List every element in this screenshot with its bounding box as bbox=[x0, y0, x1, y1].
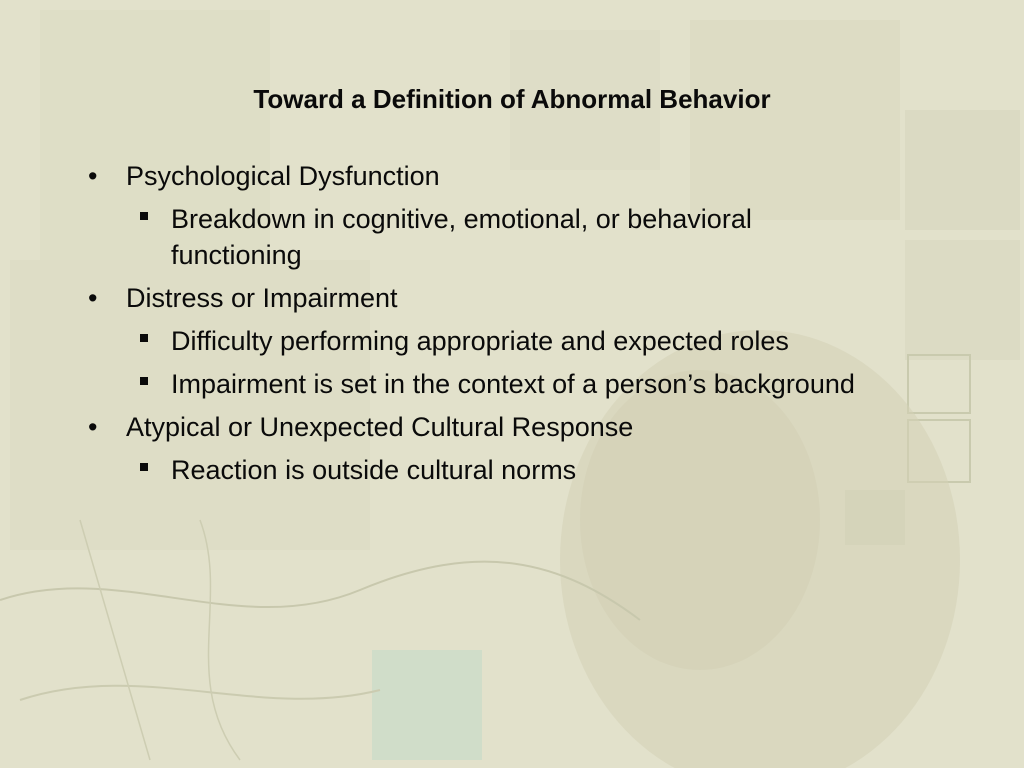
sub-bullet-text: Reaction is outside cultural norms bbox=[171, 455, 577, 485]
sub-bullet-item bbox=[171, 366, 951, 402]
bullet-dot-icon: • bbox=[88, 283, 98, 313]
bullet-text: Atypical or Unexpected Cultural Response bbox=[126, 412, 634, 442]
slide-title: Toward a Definition of Abnormal Behavior bbox=[253, 84, 771, 114]
sub-bullet-text: Impairment is set in the context of a person’s background bbox=[171, 369, 855, 399]
sub-bullet-text: Breakdown in cognitive, emotional, or behavioral functioning bbox=[171, 204, 752, 270]
bullet-item bbox=[88, 280, 948, 316]
square-bullet-icon bbox=[140, 377, 148, 385]
bullet-text: Psychological Dysfunction bbox=[126, 161, 440, 191]
bullet-text: Distress or Impairment bbox=[126, 283, 398, 313]
bullet-item bbox=[88, 158, 948, 194]
square-bullet-icon bbox=[140, 212, 148, 220]
square-bullet-icon bbox=[140, 334, 148, 342]
bullet-list bbox=[88, 158, 948, 495]
bullet-item bbox=[88, 409, 948, 445]
sub-bullet-item bbox=[171, 452, 871, 488]
sub-bullet-text: Difficulty performing appropriate and expected roles bbox=[171, 326, 789, 356]
square-bullet-icon bbox=[140, 463, 148, 471]
sub-bullet-item bbox=[171, 323, 871, 359]
bullet-dot-icon: • bbox=[88, 161, 98, 191]
bullet-dot-icon: • bbox=[88, 412, 98, 442]
sub-bullet-item bbox=[171, 201, 871, 273]
